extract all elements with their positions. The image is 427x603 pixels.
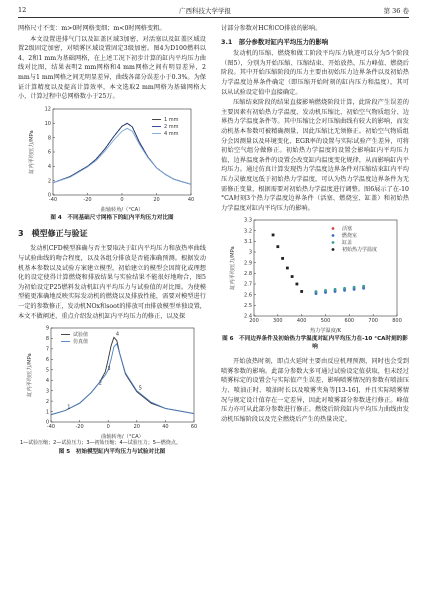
paragraph: 开始放热时刻，即点火延时主要由反应机理预测，同时也会受到喷雾参数的影响。此部分参数大多可通过试验设定值获取，但未经过喷雾标定的设置会与实际值产生误差，影响喷雾情况的参数有喷油压力、喷油正时、喷油时长以及喷雾夹角等[13-16]，并且实际喷雾情况与规定设计值存在一定差异，因此对喷雾部分参数进行修正。峰值压力亦可从此部分参数进行修正。燃烧后阶段缸内平均压力曲线由发动机压缩阶段以及完全燃烧后产生的热量决定。 xyxy=(221,358,409,423)
annotation-label: 2 xyxy=(98,380,102,387)
data-point xyxy=(362,285,365,288)
y-tick-label: 2 xyxy=(45,398,49,405)
legend-label: 活塞 xyxy=(341,226,352,233)
figure-5-caption: 图 5 初始模型缸内平均压力与试验对比图 xyxy=(58,449,166,456)
legend-label: 初始热力学温度 xyxy=(341,247,377,254)
paragraph: 发动机CFD模型准确与否主要取决于缸内平均压力和放热率曲线与试验曲线的吻合程度，以及各组分排放是否能准确预测。根据发动机基本参数以及试验方案建立模型，初始建立的模型会因简化或理想化的设定使得计算燃烧和排放结果与实验结果不能很好地吻合，图5为初始设定P25燃料发动机缸内平均压力与试验值的对比图。为使模型能更准确地反映实际发动机的燃烧以及排放性能，需要对模型进行一定的参数修正，发动机NOx和soot的排放可由排放模型单独设置，本文不做阐述，重点介绍发动机缸内平均压力的修正，以及探 xyxy=(18,245,206,320)
y-tick-label: 9 xyxy=(45,325,49,332)
annotation-label: 3 xyxy=(106,365,111,372)
x-axis-label: 热力学温度/K xyxy=(309,328,341,335)
legend-marker xyxy=(331,227,334,230)
y-tick-label: 3.1 xyxy=(243,239,252,246)
x-tick-label: 600 xyxy=(344,318,354,325)
section-heading: 3 模型修正与验证 xyxy=(18,228,88,238)
legend-marker xyxy=(331,241,334,244)
y-tick-label: 0 xyxy=(47,192,51,199)
figure-4-chart xyxy=(27,103,197,213)
y-tick-label: 3.3 xyxy=(243,217,252,224)
series-line xyxy=(51,344,194,415)
paragraph: 网格尺寸不变：m>0时网格变细；m<0时网格变粗。 xyxy=(18,25,166,32)
x-tick-label: 0 xyxy=(120,196,124,203)
y-tick-label: 3 xyxy=(45,388,49,395)
x-tick-label: 0 xyxy=(106,424,110,431)
subsection-heading: 3.1 部分参数对缸内平均压力的影响 xyxy=(221,37,329,46)
y-tick-label: 2.4 xyxy=(243,313,252,320)
header-rule xyxy=(18,17,409,18)
figure-6-caption: 图 6 不同边界条件及初始热力学温度对缸内平均压力在-10 °CA时刻的影响 xyxy=(222,336,408,351)
y-tick-label: 2.5 xyxy=(243,303,252,310)
y-tick-label: 8 xyxy=(45,336,49,343)
y-tick-label: 2.7 xyxy=(243,281,252,288)
x-tick-label: 700 xyxy=(367,318,378,325)
y-tick-label: 2.9 xyxy=(243,260,252,267)
running-header xyxy=(18,4,409,16)
y-axis-label: 缸内平均压力/MPa xyxy=(26,353,33,397)
x-tick-label: 200 xyxy=(248,318,259,325)
x-tick-label: -40 xyxy=(48,196,58,203)
data-point xyxy=(324,289,327,292)
right-column xyxy=(221,24,409,425)
y-tick-label: 3.2 xyxy=(243,228,252,235)
page-number: 12 xyxy=(18,6,27,14)
data-point xyxy=(271,234,274,237)
legend-label: 1 mm xyxy=(164,116,179,123)
figure-4-caption: 图 4 不同基础尺寸网格下的缸内平均压力对比图 xyxy=(50,214,174,221)
data-point xyxy=(276,246,279,249)
x-tick-label: 800 xyxy=(391,318,402,325)
data-point xyxy=(333,288,336,291)
paragraph: 压缩结束阶段的结果直接影响燃烧阶段计算，此阶段产生误差的主要因素有初始热力学温度、发动机压缩比、初始空气物质组分、边界热力学温度条件等。其中压缩比会对压缩曲线有较大的影响，而发动机基本参数可被精确测量，因此压缩比无须修正。初始空气物质组分会因测量以及环境变化、EGR率的设置与实际试验产生差异，可将初始空气组分做修正。初始热力学温度的设置会影响缸内平均压力值，边界温度条件的设置会改变缸内温度变化规律，从而影响缸内平均压力。通过仿真计算发现热力学温度边界条件对压缩结束缸内平均压力灵敏度远低于初始热力学温度，可认为热力学温度边界条件为无需修正变量，根据需要对初始热力学温度进行调整。图6展示了在-10 °CA时刻3个热力学温度边界条件（活塞、燃烧室、缸盖）和初始热力学温度对缸内平均压力的影响。 xyxy=(221,99,409,212)
figure-5-chart xyxy=(25,322,200,440)
data-point xyxy=(295,283,298,286)
x-tick-label: 60 xyxy=(190,424,197,431)
y-tick-label: 7 xyxy=(45,346,49,353)
legend-marker xyxy=(331,248,334,251)
x-tick-label: 20 xyxy=(153,196,160,203)
y-tick-label: 2.8 xyxy=(243,271,252,278)
y-tick-label: 2 xyxy=(47,178,51,185)
data-point xyxy=(285,267,288,270)
volume-label: 第 36 卷 xyxy=(383,6,409,15)
legend-label: 2 mm xyxy=(164,123,179,130)
x-tick-label: 40 xyxy=(161,424,169,431)
y-tick-label: 1 xyxy=(45,409,49,416)
legend-label: 试验值 xyxy=(72,332,88,339)
x-tick-label: -20 xyxy=(75,424,84,431)
y-tick-label: 2.6 xyxy=(243,292,252,299)
data-point xyxy=(290,275,293,278)
x-axis-label: 曲轴转角/（°CA） xyxy=(100,434,144,441)
journal-name: 广西科技大学学报 xyxy=(178,6,231,15)
x-tick-label: -20 xyxy=(83,196,92,203)
data-point xyxy=(352,286,355,289)
paragraph: 发动机的压缩、燃烧和做工阶段平均压力轨迹可以分为5个阶段（图5），分别为开始压缩、压缩结束、开始放热、压力峰值、燃烧后阶段。其中开始压缩阶段的压力主要由初始压力边界条件以及初始热力学温度边界条件确定（即压缩开始时刻的缸内压力和温度），其可以从试验设定值中直接确定。 xyxy=(221,50,409,96)
paragraph: 本文设置进排气门以及缸盖区域3加密，对活塞以及缸盖区域设置2级固定加密，对喷雾区域设置固定3级加密。图4为D100燃料以4、2和1 mm为基础网格，在上述工况下初步计算的缸内平均压力曲线对比图，结果表明2 mm网格和4 mm网格之间有明显差异，2 mm与1 mm网格之间无明显差异，曲线各部分误差小于0.3%。为保证计算精度以及提高计算效率，本文选取2 mm网格为基础网格大小，计算过程中总网格数小于25万。 xyxy=(18,35,206,101)
paragraph: 讨部分参数对HC和CO排放的影响。 xyxy=(221,25,322,32)
x-tick-label: 300 xyxy=(272,318,283,325)
y-tick-label: 8 xyxy=(47,135,51,142)
data-point xyxy=(314,290,317,293)
y-tick-label: 5 xyxy=(45,367,49,374)
legend-marker xyxy=(331,234,334,237)
y-tick-label: 3 xyxy=(248,249,252,256)
data-point xyxy=(300,290,303,293)
x-tick-label: 40 xyxy=(187,196,195,203)
x-tick-label: 400 xyxy=(296,318,306,325)
annotation-label: 4 xyxy=(115,331,119,338)
legend-label: 仿真值 xyxy=(72,339,88,346)
legend-label: 4 mm xyxy=(164,130,179,137)
series-line xyxy=(51,337,194,414)
plot-frame xyxy=(254,220,397,316)
figure-6-chart xyxy=(228,214,403,334)
y-tick-label: 6 xyxy=(47,149,51,156)
x-tick-label: 500 xyxy=(320,318,330,325)
legend-label: 燃烧室 xyxy=(341,233,357,240)
left-column xyxy=(18,24,206,462)
x-tick-label: 20 xyxy=(133,424,140,431)
legend-label: 缸盖 xyxy=(341,240,352,247)
y-tick-label: 4 xyxy=(45,378,49,385)
y-tick-label: 6 xyxy=(45,357,49,364)
data-point xyxy=(281,257,284,260)
y-tick-label: 10 xyxy=(44,120,51,127)
y-tick-label: 12 xyxy=(44,106,51,113)
y-tick-label: 4 xyxy=(47,163,51,170)
annotation-label: 5 xyxy=(138,385,142,392)
annotation-label: 1 xyxy=(66,404,70,411)
x-tick-label: -40 xyxy=(46,424,55,431)
y-axis-label: 缸内平均压力/MPa xyxy=(29,130,35,174)
x-axis-label: 曲轴转角/（°CA） xyxy=(100,206,144,213)
figure-5-note: 1—试验压缩；2—试验压力；3—初始压缩；4—试验压力；5—燃烧点。 xyxy=(20,440,181,447)
data-point xyxy=(343,287,346,290)
y-tick-label: 0 xyxy=(45,419,49,426)
y-axis-label: 缸内平均压力/MPa xyxy=(229,246,236,290)
